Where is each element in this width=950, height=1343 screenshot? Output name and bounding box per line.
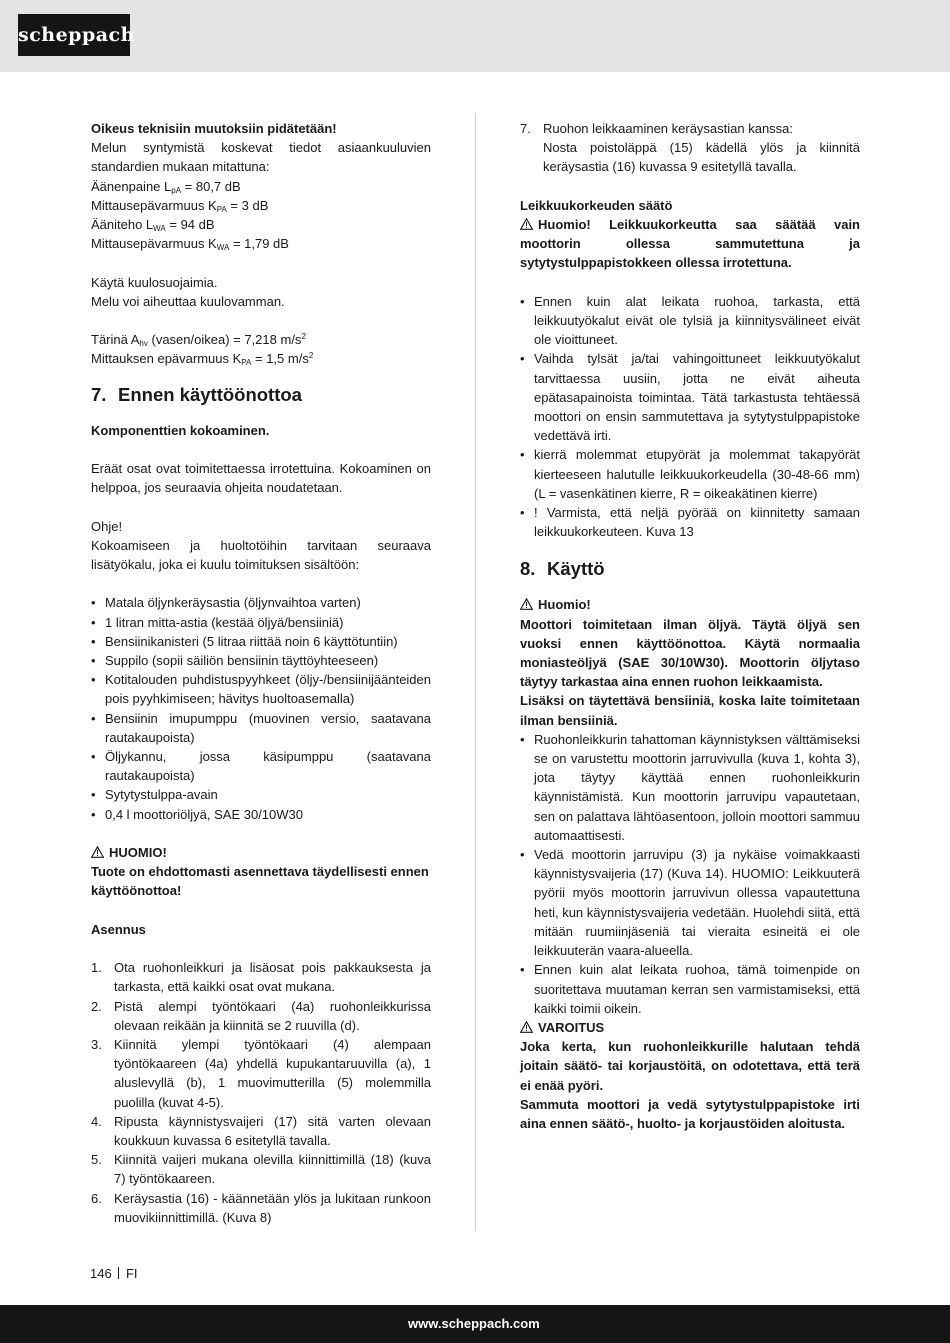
notice-text: Tuote on ehdottomasti asennettava täydellisesti ennen käyttöönottoa! — [91, 864, 429, 899]
list-item: • Matala öljynkeräysastia (öljynvaihtoa varten) — [91, 593, 431, 612]
tip-label: Ohje! — [91, 518, 123, 534]
measurement-uncertainty-wa: Mittausepävarmuus $K_{WA} = 1,79$ dB — [91, 236, 289, 253]
list-item: • Sytytystulppa-avain — [91, 785, 431, 804]
list-item: 6. Keräysastia (16) - käännetään ylös ja lukitaan runkoon muovikiinnittimillä. (Kuva 8) — [91, 1190, 431, 1225]
section-8-heading: 8. Käyttö — [520, 558, 605, 580]
list-item: • Öljykannu, jossa käsipumppu (saatavana rautakaupoista) — [91, 747, 431, 785]
caution-label: VAROITUS — [520, 1018, 860, 1037]
vibration-value: Tärinä $A_{hv}$ (vasen/oikea) = 7,218 $m/s^2$ — [91, 332, 306, 349]
notice-label: HUOMIO! — [91, 843, 431, 862]
list-item: • 1 litran mitta-astia (kestää öljyä/bensiiniä) — [91, 613, 431, 632]
page-header — [0, 0, 950, 72]
list-item: • kierrä molemmat etupyörät ja molemmat takapyörät kierteeseen halutulle leikkuukorkeudella (30-48-66 mm) (L = vasenkätinen kierre, R = oikeakätinen kierre) — [520, 445, 860, 503]
install-steps — [91, 958, 431, 1227]
warning-icon — [520, 1021, 534, 1033]
install-heading: Asennus — [91, 921, 146, 937]
warning-icon — [520, 218, 534, 230]
list-item: 2. Pistä alempi työntökaari (4a) ruohonleikkurissa olevaan reikään ja kiinnitä se 2 ruuvilla (d). — [91, 998, 431, 1033]
caution-text-1: Joka kerta, kun ruohonleikkurille halutaan tehdä joitain säätö- tai korjaustöitä, on odotettava, että terä ei enää pyöri. — [520, 1039, 860, 1093]
sound-pressure: Äänenpaine $L_{pA} = 80,7$ dB — [91, 178, 241, 195]
list-item: • Vaihda tylsät ja/tai vahingoittuneet leikkuutyökalut tarvittaessa uusiin, jotta ne eivät aiheuta epätasapainoista toimintaa. Tätä tarkastusta tehtäessä moottori on ensin sammutettava ja sytytystulppapistoke vedettävä irti. — [520, 349, 860, 445]
hearing-damage-note: Melu voi aiheuttaa kuulovamman. — [91, 293, 285, 309]
operation-notice-text: Moottori toimitetaan ilman öljyä. Täytä öljyä sen vuoksi ennen käyttöönottoa. Käytä normaalia moniasteöljyä (SAE 30/10W30). Moottorin öljytaso täytyy tarkastaa aina ennen ruohon leikkaamista. — [520, 616, 860, 690]
measurement-uncertainty-pa: Mittausepävarmuus $K_{PA} = 3$ dB — [91, 197, 269, 214]
left-column — [91, 119, 431, 1227]
list-item: • Bensiinin imupumppu (muovinen versio, saatavana rautakaupoista) — [91, 709, 431, 747]
warning-icon — [520, 598, 534, 610]
noise-intro: Melun syntymistä koskevat tiedot asiaankuuluvien standardien mukaan mitattuna: — [91, 140, 431, 175]
right-column — [520, 119, 860, 1133]
petrol-note: Lisäksi on täytettävä bensiiniä, koska laite toimitetaan ilman bensiiniä. — [520, 693, 860, 728]
caution-text-2: Sammuta moottori ja vedä sytytystulppapistoke irti aina ennen säätö-, huolto- ja korjaustöiden aloitusta. — [520, 1096, 860, 1131]
install-step-7 — [520, 119, 860, 177]
list-item: • Suppilo (sopii säiliön bensiinin täyttöyhteeseen) — [91, 651, 431, 670]
list-item: • Ennen kuin alat leikata ruohoa, tarkasta, että leikkuutyökalut eivät ole tylsiä ja kiinnitysvälineet eivät ole vioittuneet. — [520, 292, 860, 350]
page-footer — [0, 1305, 950, 1343]
list-item: 3. Kiinnitä ylempi työntökaari (4) alempaan työntökaareen (4a) yhdellä kupukantaruuvilla (a), 1 aluslevyllä (b), 1 muovimutterilla (5) molemmilla puolilla (kuvat 4-5). — [91, 1037, 431, 1110]
assembly-text: Eräät osat ovat toimitettaessa irrotettuina. Kokoaminen on helppoa, jos seuraavia ohjeita noudatetaan. — [91, 461, 431, 496]
cutting-height-warning: Huomio! Leikkuukorkeutta saa säätää vain moottorin ollessa sammutettuna ja sytytystulppapistokkeen ollessa irrotettuna. — [520, 217, 860, 271]
list-item: 4. Ripusta käynnistysvaijeri (17) sitä varten olevaan koukkuun kuvassa 6 esitetyllä tavalla. — [91, 1113, 431, 1149]
sound-power: Ääniteho $L_{WA} = 94$ dB — [91, 217, 215, 234]
tools-list — [91, 593, 431, 823]
list-item: • 0,4 l moottoriöljyä, SAE 30/10W30 — [91, 805, 431, 824]
list-item: • Ruohonleikkurin tahattoman käynnistyksen välttämiseksi se on varustettu moottorin jarruvivulla (kuva 1, kohta 3), jota täytyy käyttää ennen ruohonleikkurin käynnistämistä. Kun moottorin jarruvipu vapautetaan, sen on palattava lähtöasentoon, jolloin moottori sammuu automaattisesti. — [520, 730, 860, 845]
column-divider — [475, 113, 476, 1231]
operation-list — [520, 730, 860, 1018]
vibration-uncertainty: Mittauksen epävarmuus $K_{PA} = 1,5$ $m/s^2$ — [91, 351, 314, 368]
list-item: • Bensiinikanisteri (5 litraa riittää noin 6 käyttötuntiin) — [91, 632, 431, 651]
cutting-height-heading: Leikkuukorkeuden säätö — [520, 197, 673, 213]
tip-text: Kokoamiseen ja huoltotöihin tarvitaan seuraava lisätyökalu, joka ei kuulu toimituksen sisältöön: — [91, 537, 431, 572]
list-item: 5. Kiinnitä vaijeri mukana olevilla kiinnittimillä (18) (kuva 7) työntökaareen. — [91, 1152, 431, 1187]
ear-protection-note: Käytä kuulosuojaimia. — [91, 274, 218, 290]
warning-icon — [91, 846, 105, 858]
section-7-heading: 7. Ennen käyttöönottoa — [91, 383, 302, 405]
list-item: • Kotitalouden puhdistuspyyhkeet (öljy-/bensiinijäänteiden pois pyyhkimiseen; hävitys huoltoasemalla) — [91, 670, 431, 708]
operation-notice-label: Huomio! — [520, 595, 860, 614]
list-item: • Vedä moottorin jarruvipu (3) ja nykäise voimakkaasti käynnistysvaijeria (17) (Kuva 14). HUOMIO: Leikkuuterä pyörii myös moottorin jarruvivun ollessa vapautettuna heti, kun käynnistysvaijeria vedetään. Huolehdi siitä, että mitään ruumiinjäseniä tai vieraita esineitä ei ole leikkuuterän vaara-alueella. — [520, 845, 860, 960]
list-item: 1. Ota ruohonleikkuri ja lisäosat pois pakkauksesta ja tarkasta, että kaikki osat ovat mukana. — [91, 960, 431, 995]
rights-reserved: Oikeus teknisiin muutoksiin pidätetään! — [91, 121, 337, 136]
scheppach-logo: scheppach — [18, 14, 130, 56]
list-item: • Ennen kuin alat leikata ruohoa, tämä toimenpide on suoritettava muutaman kerran sen varmistamiseksi, että kaikki toimii oikein. — [520, 960, 860, 1018]
assembly-heading: Komponenttien kokoaminen. — [91, 422, 270, 438]
list-item: • ! Varmista, että neljä pyörää on kiinnitetty samaan leikkuukorkeuteen. Kuva 13 — [520, 503, 860, 541]
website-link[interactable]: www.scheppach.com — [408, 1316, 540, 1331]
page-number: 146 FI — [90, 1266, 138, 1281]
cutting-height-list — [520, 292, 860, 542]
list-item: 7. Ruohon leikkaaminen keräysastian kanssa: Nosta poistoläppä (15) kädellä ylös ja kiinnitä keräysastia (16) kuvassa 9 esitetyllä tavalla. — [520, 121, 860, 175]
